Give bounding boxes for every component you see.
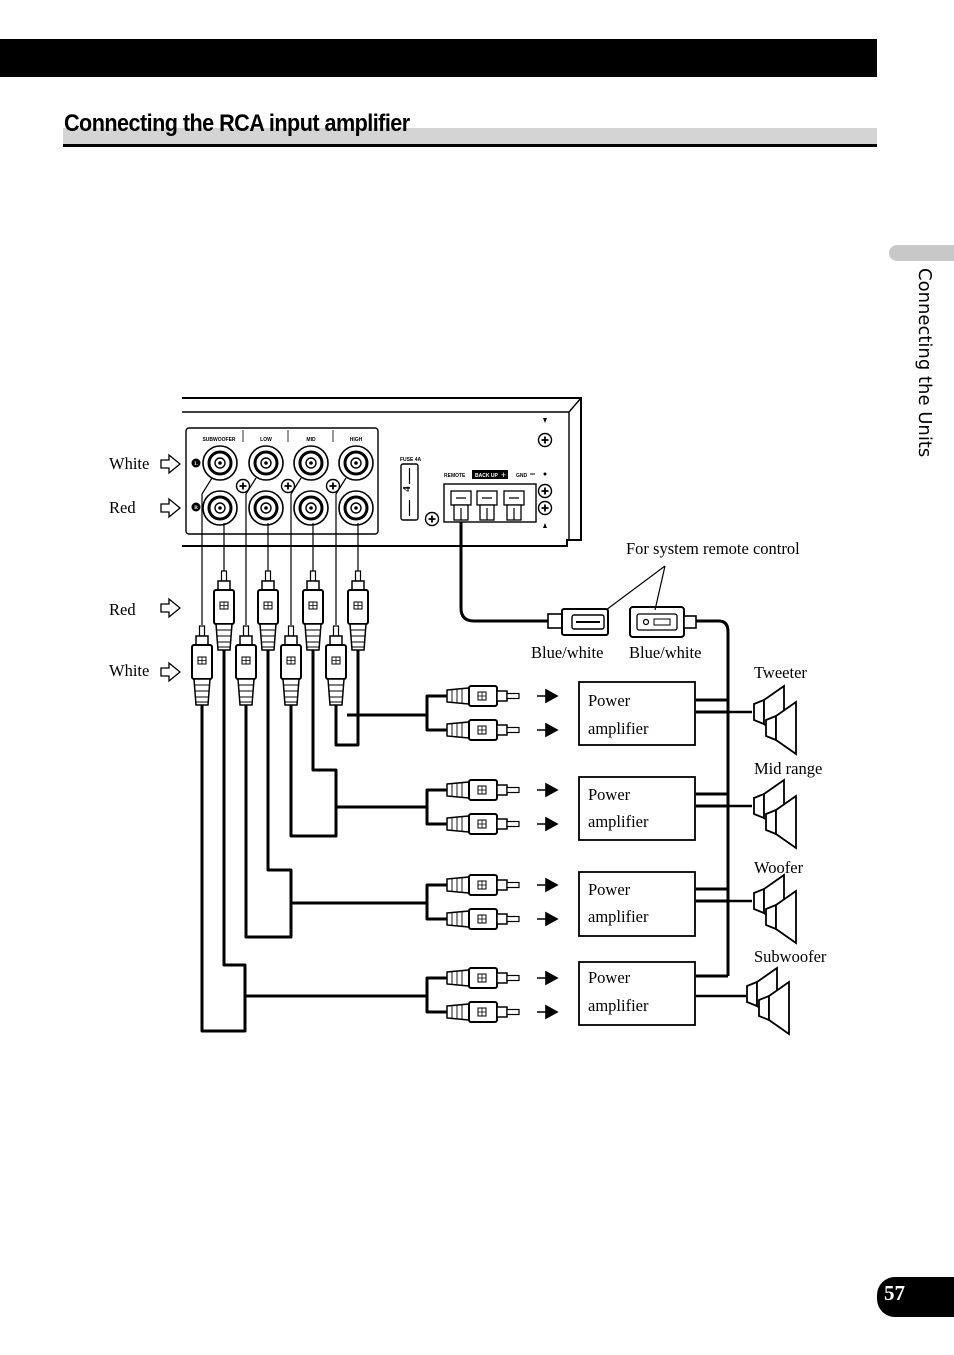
- fuse-value: 4: [401, 486, 413, 492]
- amp-label-line1: Power: [588, 785, 631, 804]
- side-tab-label: Connecting the Units: [914, 268, 935, 458]
- amp-label-line2: amplifier: [588, 812, 649, 831]
- label-red-plug: Red: [109, 600, 136, 619]
- channel-r-label: R: [194, 506, 198, 511]
- output-plug: [447, 814, 519, 834]
- rca-plug-subwoofer-r: [214, 571, 234, 650]
- rca-plug-mid-l: [281, 626, 301, 705]
- amp-label-line1: Power: [588, 880, 631, 899]
- amp-label-line2: amplifier: [588, 996, 649, 1015]
- output-plug: [447, 909, 519, 929]
- amp-label-line1: Power: [588, 968, 631, 987]
- rca-plug-high-l: [326, 626, 346, 705]
- rca-plug-low-l: [236, 626, 256, 705]
- speaker-label-woofer: Woofer: [754, 858, 804, 877]
- power-amplifier-box: [579, 962, 695, 1025]
- mid-label: MID: [306, 437, 316, 443]
- remote-label: REMOTE: [444, 473, 466, 479]
- jack-mid-r: [294, 491, 328, 525]
- rca-plug-high-r: [348, 571, 368, 650]
- output-plug: [447, 686, 519, 706]
- jack-subwoofer-r: [203, 491, 237, 525]
- page-title: Connecting the RCA input amplifier: [64, 110, 410, 137]
- speaker-wires: [696, 712, 752, 996]
- speaker-tweeter-icon: [754, 686, 796, 754]
- label-white-top: White: [109, 454, 150, 473]
- jack-low-l: [249, 446, 283, 480]
- jack-subwoofer-l: [203, 446, 237, 480]
- svg-text:+: +: [501, 470, 507, 480]
- jack-high-l: [339, 446, 373, 480]
- rca-plug-subwoofer-l: [192, 626, 212, 705]
- fuse-label: FUSE 4A: [400, 457, 422, 463]
- output-plug: [447, 780, 519, 800]
- channel-l-label: L: [194, 462, 198, 467]
- speaker-midrange-icon: [754, 780, 796, 848]
- speaker-label-tweeter: Tweeter: [754, 663, 807, 682]
- connector-label-left: Blue/white: [531, 643, 604, 662]
- power-amplifier-box: [579, 777, 695, 840]
- jack-high-r: [339, 491, 373, 525]
- output-plug: [447, 968, 519, 988]
- remote-connector-left: [548, 609, 608, 635]
- rca-cables: [202, 650, 447, 1031]
- amp-label-line2: amplifier: [588, 907, 649, 926]
- power-amplifier-box: [579, 682, 695, 745]
- high-label: HIGH: [349, 437, 363, 443]
- jack-low-r: [249, 491, 283, 525]
- rca-plug-mid-r: [303, 571, 323, 650]
- rca-plug-low-r: [258, 571, 278, 650]
- amplifier-unit-panel: [182, 398, 581, 546]
- backup-label: BACK UP: [475, 473, 498, 479]
- label-red-top: Red: [109, 498, 136, 517]
- power-amplifier-box: [579, 872, 695, 936]
- label-white-plug: White: [109, 661, 150, 680]
- gnd-label: GND: [516, 473, 528, 479]
- speaker-label-midrange: Mid range: [754, 759, 823, 778]
- output-plug: [447, 875, 519, 895]
- subwoofer-label: SUBWOOFER: [202, 437, 236, 443]
- output-plug: [447, 1002, 519, 1022]
- speaker-woofer-icon: [754, 875, 796, 943]
- connector-label-right: Blue/white: [629, 643, 702, 662]
- amp-label-line2: amplifier: [588, 719, 649, 738]
- speaker-label-subwoofer: Subwoofer: [754, 947, 827, 966]
- remote-connector-right: [630, 607, 696, 637]
- amp-label-line1: Power: [588, 691, 631, 710]
- jack-mid-l: [294, 446, 328, 480]
- remote-callout-lines: [606, 566, 665, 610]
- page-number: 57: [884, 1281, 905, 1305]
- low-label: LOW: [260, 437, 272, 443]
- remote-control-label: For system remote control: [626, 539, 800, 558]
- speaker-subwoofer-icon: [747, 968, 789, 1034]
- output-plug: [447, 720, 519, 740]
